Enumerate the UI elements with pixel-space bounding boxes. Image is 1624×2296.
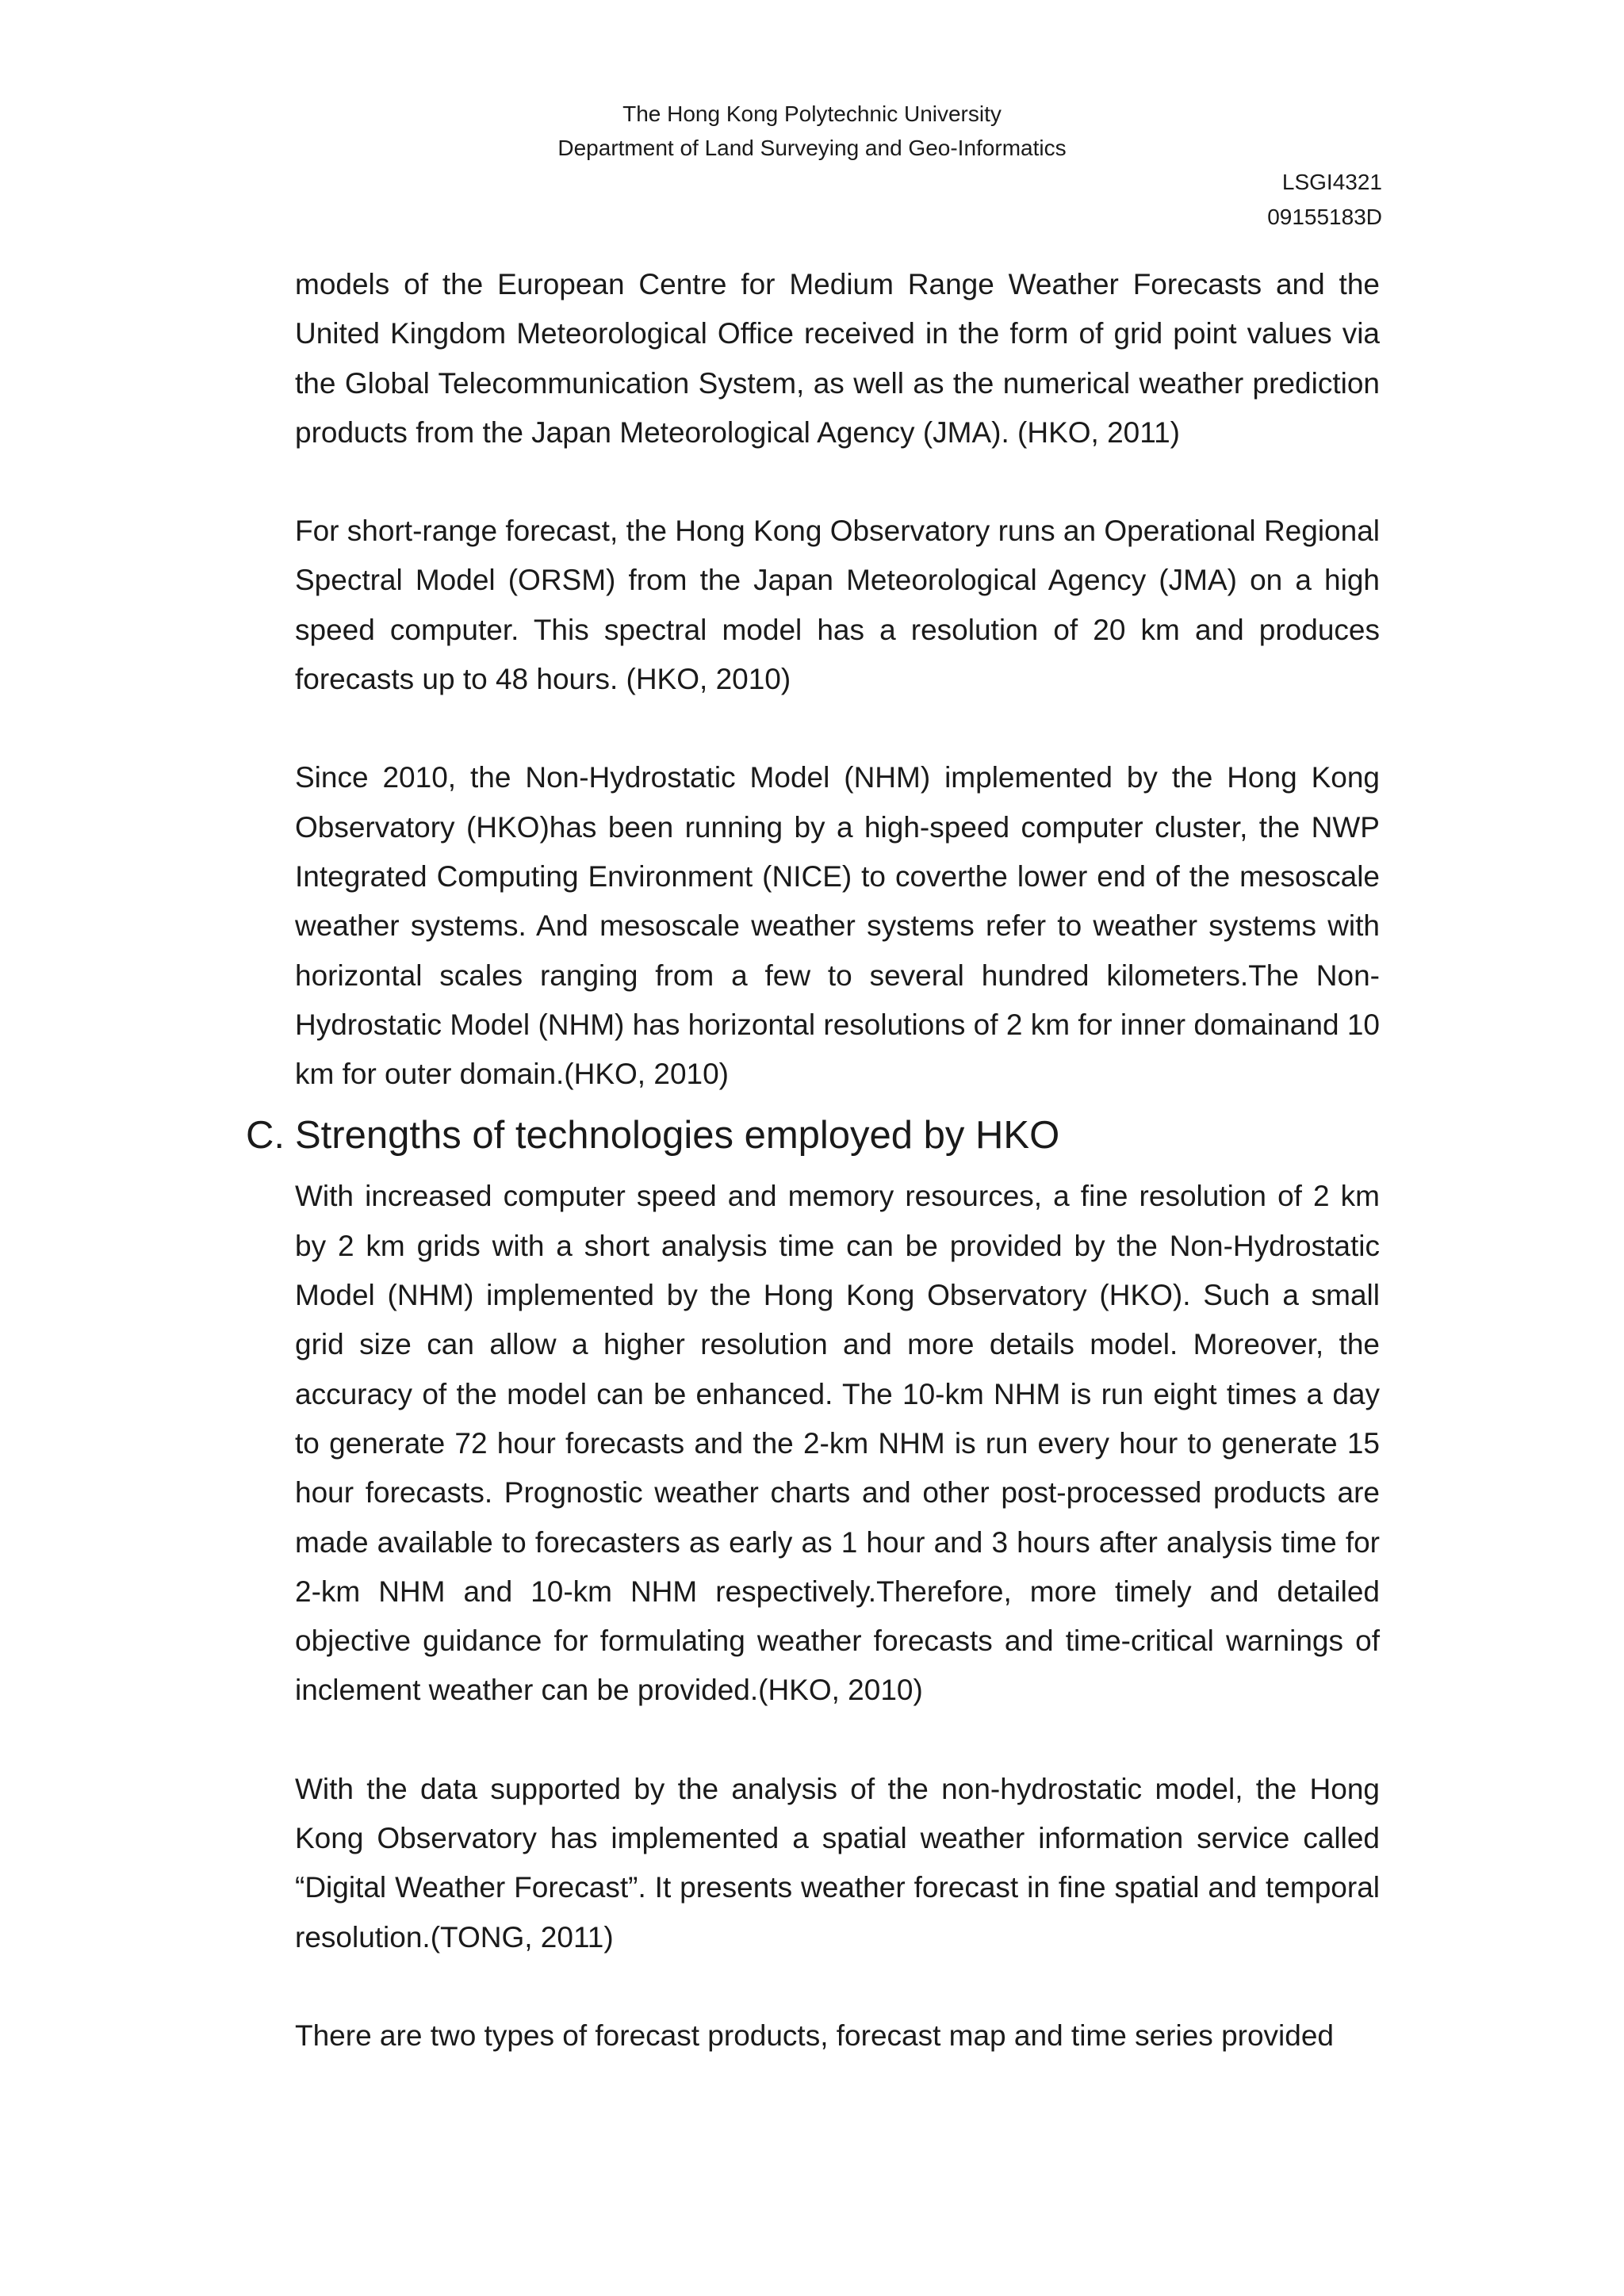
body-content [246,260,1380,2061]
paragraph-short-range-forecast: For short-range forecast, the Hong Kong Observatory runs an Operational Regional Spectral Model (ORSM) from the Japan Meteorological Agency (JMA) on a high speed computer. This spectral model has a resolution of 20 km and produces forecasts up to 48 hours. (HKO, 2010) [295,515,1380,696]
section-marker: C. [246,1114,285,1158]
paragraph-forecast-products: There are two types of forecast products, forecast map and time series provided [295,2019,1335,2052]
paragraph-models-continuation: models of the European Centre for Medium Range Weather Forecasts and the United Kingdom Meteorological Office received in the form of grid point values via the Global Telecommunication System, as well as the numerical weather prediction products from the Japan Meteorological Agency (JMA). (HKO, 2011) [295,268,1380,449]
paragraph-computer-speed: With increased computer speed and memory resources, a fine resolution of 2 km by 2 km grids with a short analysis time can be provided by the Non-Hydrostatic Model (NHM) implemented by the Hong Kong Observatory (HKO). Such a small grid size can allow a higher resolution and more details model. Moreover, the accuracy of the model can be enhanced. The 10-km NHM is run eight times a day to generate 72 hour forecasts and the 2-km NHM is run every hour to generate 15 hour forecasts. Prognostic weather charts and other post-processed products are made available to forecasters as early as 1 hour and 3 hours after analysis time for 2-km NHM and 10-km NHM respectively.Therefore, more timely and detailed objective guidance for formulating weather forecasts and time-critical warnings of inclement weather can be provided.(HKO, 2010) [295,1180,1380,1707]
section-heading [246,1104,1380,1167]
department-name: Department of Land Surveying and Geo-Informatics [557,136,1067,160]
paragraph-digital-weather-forecast: With the data supported by the analysis of the non-hydrostatic model, the Hong Kong Observatory has implemented a spatial weather information service called “Digital Weather Forecast”. It presents weather forecast in fine spatial and temporal resolution.(TONG, 2011) [295,1772,1380,1954]
student-id: 09155183D [1267,205,1382,229]
university-name: The Hong Kong Polytechnic University [622,101,1002,126]
paragraph-nhm-since-2010: Since 2010, the Non-Hydrostatic Model (NHM) implemented by the Hong Kong Observatory (HKO)has been running by a high-speed computer cluster, the NWP Integrated Computing Environment (NICE) to coverthe lower end of the mesoscale weather systems. And mesoscale weather systems refer to weather systems with horizontal scales ranging from a few to several hundred kilometers.The Non-Hydrostatic Model (NHM) has horizontal resolutions of 2 km for inner domainand 10 km for outer domain.(HKO, 2010) [295,761,1380,1091]
page-header [0,97,1624,165]
course-code: LSGI4321 [1281,170,1382,194]
header-identifiers [1267,165,1382,235]
section-title: Strengths of technologies employed by HKO [295,1114,1060,1158]
